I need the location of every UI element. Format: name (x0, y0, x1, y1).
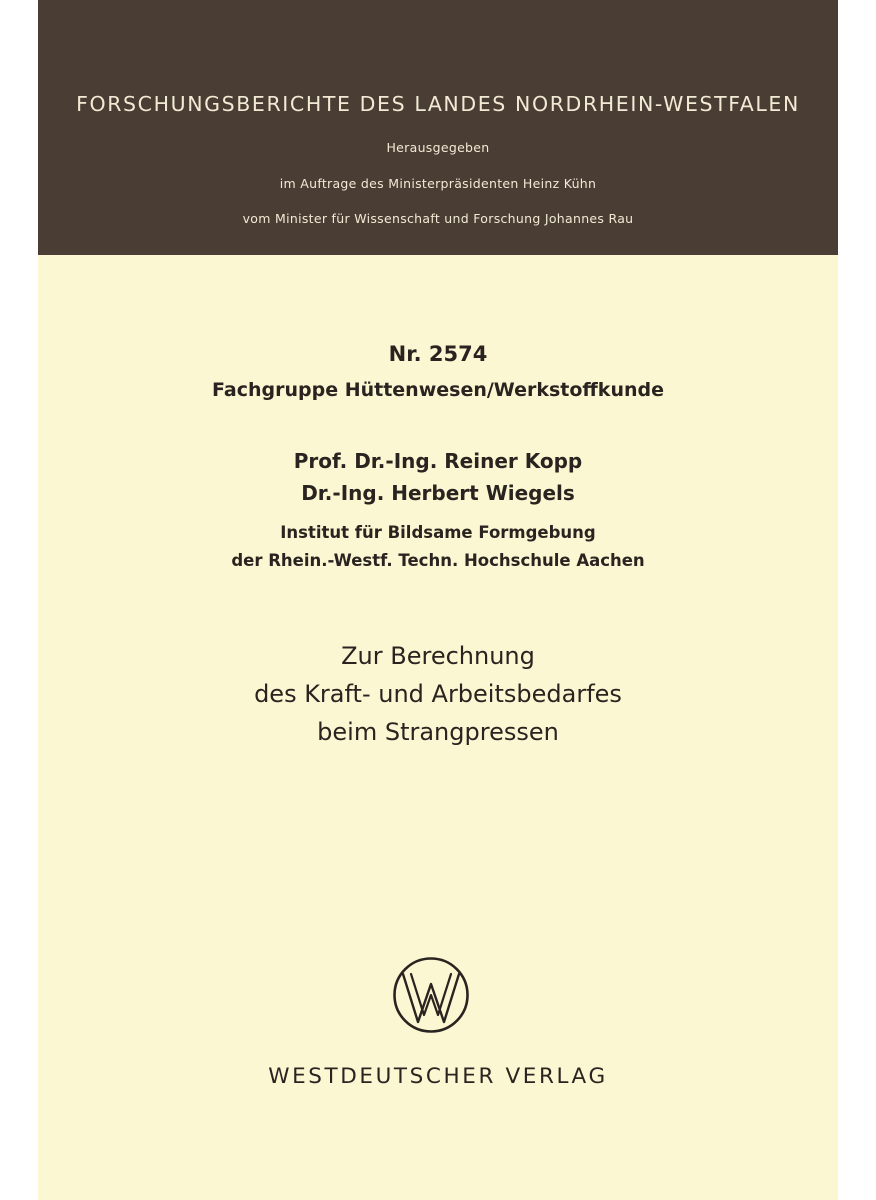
title-line-3: beim Strangpressen (317, 718, 559, 746)
series-title: FORSCHUNGSBERICHTE DES LANDES NORDRHEIN-WESTFALEN (76, 92, 800, 116)
publisher-name: WESTDEUTSCHER VERLAG (268, 1064, 608, 1089)
author-2: Dr.-Ing. Herbert Wiegels (301, 481, 575, 505)
book-cover (38, 0, 838, 1200)
title-line-1: Zur Berechnung (341, 642, 535, 670)
editor-line-3: vom Minister für Wissenschaft und Forschung Johannes Rau (242, 211, 634, 226)
editor-line-1: Herausgegeben (386, 140, 490, 155)
title-line-2: des Kraft- und Arbeitsbedarfes (254, 680, 622, 708)
report-number: Nr. 2574 (388, 342, 488, 366)
subject-group: Fachgruppe Hüttenwesen/Werkstoffkunde (212, 379, 664, 401)
header-band (38, 0, 838, 255)
author-1: Prof. Dr.-Ing. Reiner Kopp (293, 449, 583, 473)
institute-line-2: der Rhein.-Westf. Techn. Hochschule Aachen (231, 551, 645, 570)
editor-line-2: im Auftrage des Ministerpräsidenten Heinz Kühn (279, 176, 597, 191)
westdeutscher-verlag-logo-icon (391, 955, 471, 1035)
institute-line-1: Institut für Bildsame Formgebung (280, 523, 596, 542)
